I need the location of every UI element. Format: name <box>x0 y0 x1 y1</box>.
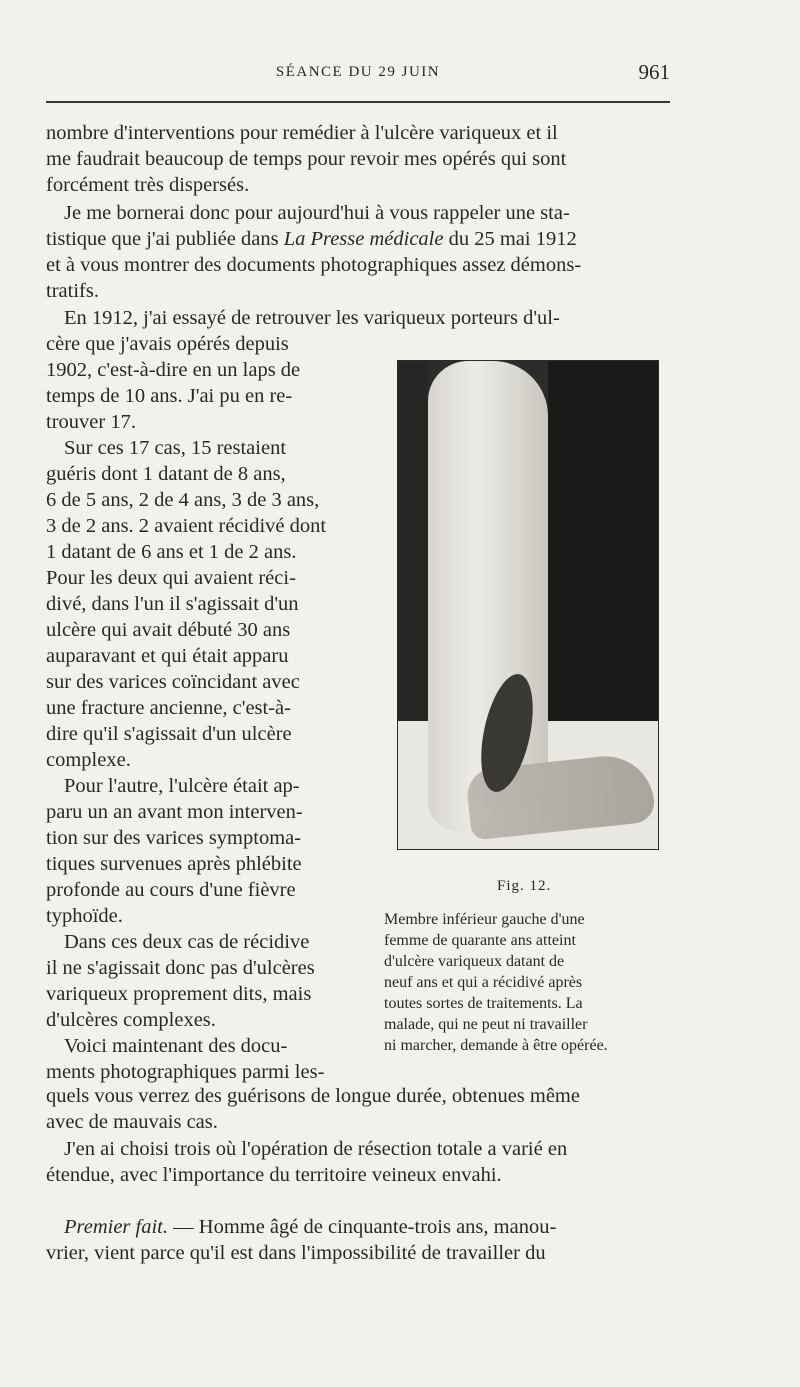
page-number: 961 <box>638 60 670 84</box>
text-span: tistique que j'ai publiée dans <box>46 228 279 250</box>
text-line: forcément très dispersés. <box>46 174 250 196</box>
text-line: ulcère qui avait débuté 30 ans <box>46 619 291 641</box>
text-line: Dans ces deux cas de récidive <box>64 931 310 953</box>
photo-background-right <box>548 361 658 721</box>
text-line: avec de mauvais cas. <box>46 1111 218 1133</box>
text-line: complexe. <box>46 749 131 771</box>
text-line: nombre d'interventions pour remédier à l'ulcère variqueux et il <box>46 122 558 144</box>
caption-line: malade, qui ne peut ni travailler <box>384 1016 588 1033</box>
caption-line: toutes sortes de traitements. La <box>384 995 583 1012</box>
text-line: 1 datant de 6 ans et 1 de 2 ans. <box>46 541 297 563</box>
header-rule <box>46 101 670 103</box>
figure-label: Fig. 12. <box>497 878 552 894</box>
text-span: — Homme âgé de cinquante-trois ans, manou- <box>168 1216 557 1238</box>
text-line: ments photographiques parmi les- <box>46 1061 325 1083</box>
text-line: et à vous montrer des documents photographiques assez démons- <box>46 254 582 276</box>
text-line: Sur ces 17 cas, 15 restaient <box>64 437 287 459</box>
text-line: quels vous verrez des guérisons de longue durée, obtenues même <box>46 1085 580 1107</box>
caption-line: ni marcher, demande à être opérée. <box>384 1037 608 1054</box>
text-line: une fracture ancienne, c'est-à- <box>46 697 291 719</box>
text-line: Je me bornerai donc pour aujourd'hui à vous rappeler une sta- <box>64 202 570 224</box>
text-line <box>46 226 670 252</box>
text-line: tion sur des varices symptoma- <box>46 827 302 849</box>
paragraph-1 <box>46 120 670 198</box>
text-line: vrier, vient parce qu'il est dans l'impossibilité de travailler du <box>46 1242 546 1264</box>
text-span: du 25 mai 1912 <box>448 228 577 250</box>
paragraph-8 <box>46 1136 670 1188</box>
text-line: temps de 10 ans. J'ai pu en re- <box>46 385 293 407</box>
text-line: variqueux proprement dits, mais <box>46 983 312 1005</box>
paragraph-7-continued <box>46 1083 670 1135</box>
paragraph-9 <box>46 1214 670 1266</box>
narrow-column <box>46 331 364 1085</box>
journal-title: La Presse médicale <box>283 228 444 250</box>
text-line: paru un an avant mon interven- <box>46 801 303 823</box>
running-header <box>46 60 670 88</box>
text-line: Voici maintenant des docu- <box>64 1035 288 1057</box>
paragraph-3 <box>46 305 670 331</box>
text-line: tratifs. <box>46 280 99 302</box>
caption-line: d'ulcère variqueux datant de <box>384 953 565 970</box>
text-line: 1902, c'est-à-dire en un laps de <box>46 359 301 381</box>
caption-line: neuf ans et qui a récidivé après <box>384 974 583 991</box>
text-line: sur des varices coïncidant avec <box>46 671 300 693</box>
text-line: En 1912, j'ai essayé de retrouver les variqueux porteurs d'ul- <box>64 307 560 329</box>
case-heading: Premier fait. <box>64 1216 169 1238</box>
caption-line: femme de quarante ans atteint <box>384 932 576 949</box>
text-line: profonde au cours d'une fièvre <box>46 879 296 901</box>
text-line: typhoïde. <box>46 905 123 927</box>
text-line: guéris dont 1 datant de 8 ans, <box>46 463 286 485</box>
text-line: d'ulcères complexes. <box>46 1009 216 1031</box>
text-line: trouver 17. <box>46 411 136 433</box>
text-line: me faudrait beaucoup de temps pour revoir mes opérés qui sont <box>46 148 567 170</box>
text-line <box>46 1214 670 1240</box>
text-line: étendue, avec l'importance du territoire veineux envahi. <box>46 1164 502 1186</box>
photo-background-left <box>398 361 428 721</box>
text-line: divé, dans l'un il s'agissait d'un <box>46 593 299 615</box>
caption-line: Membre inférieur gauche d'une <box>384 911 585 928</box>
text-line: tiques survenues après phlébite <box>46 853 302 875</box>
text-line: Pour les deux qui avaient réci- <box>46 567 296 589</box>
text-line: Pour l'autre, l'ulcère était ap- <box>64 775 300 797</box>
text-line: 6 de 5 ans, 2 de 4 ans, 3 de 3 ans, <box>46 489 320 511</box>
text-line: auparavant et qui était apparu <box>46 645 289 667</box>
running-title: SÉANCE DU 29 JUIN <box>275 64 441 80</box>
text-line: cère que j'avais opérés depuis <box>46 333 289 355</box>
figure-photograph <box>397 360 659 850</box>
paragraph-2 <box>46 200 670 304</box>
figure-caption <box>384 909 669 1056</box>
text-line: il ne s'agissait donc pas d'ulcères <box>46 957 315 979</box>
text-line: J'en ai choisi trois où l'opération de résection totale a varié en <box>64 1138 568 1160</box>
text-line: 3 de 2 ans. 2 avaient récidivé dont <box>46 515 327 537</box>
text-line: dire qu'il s'agissait d'un ulcère <box>46 723 292 745</box>
